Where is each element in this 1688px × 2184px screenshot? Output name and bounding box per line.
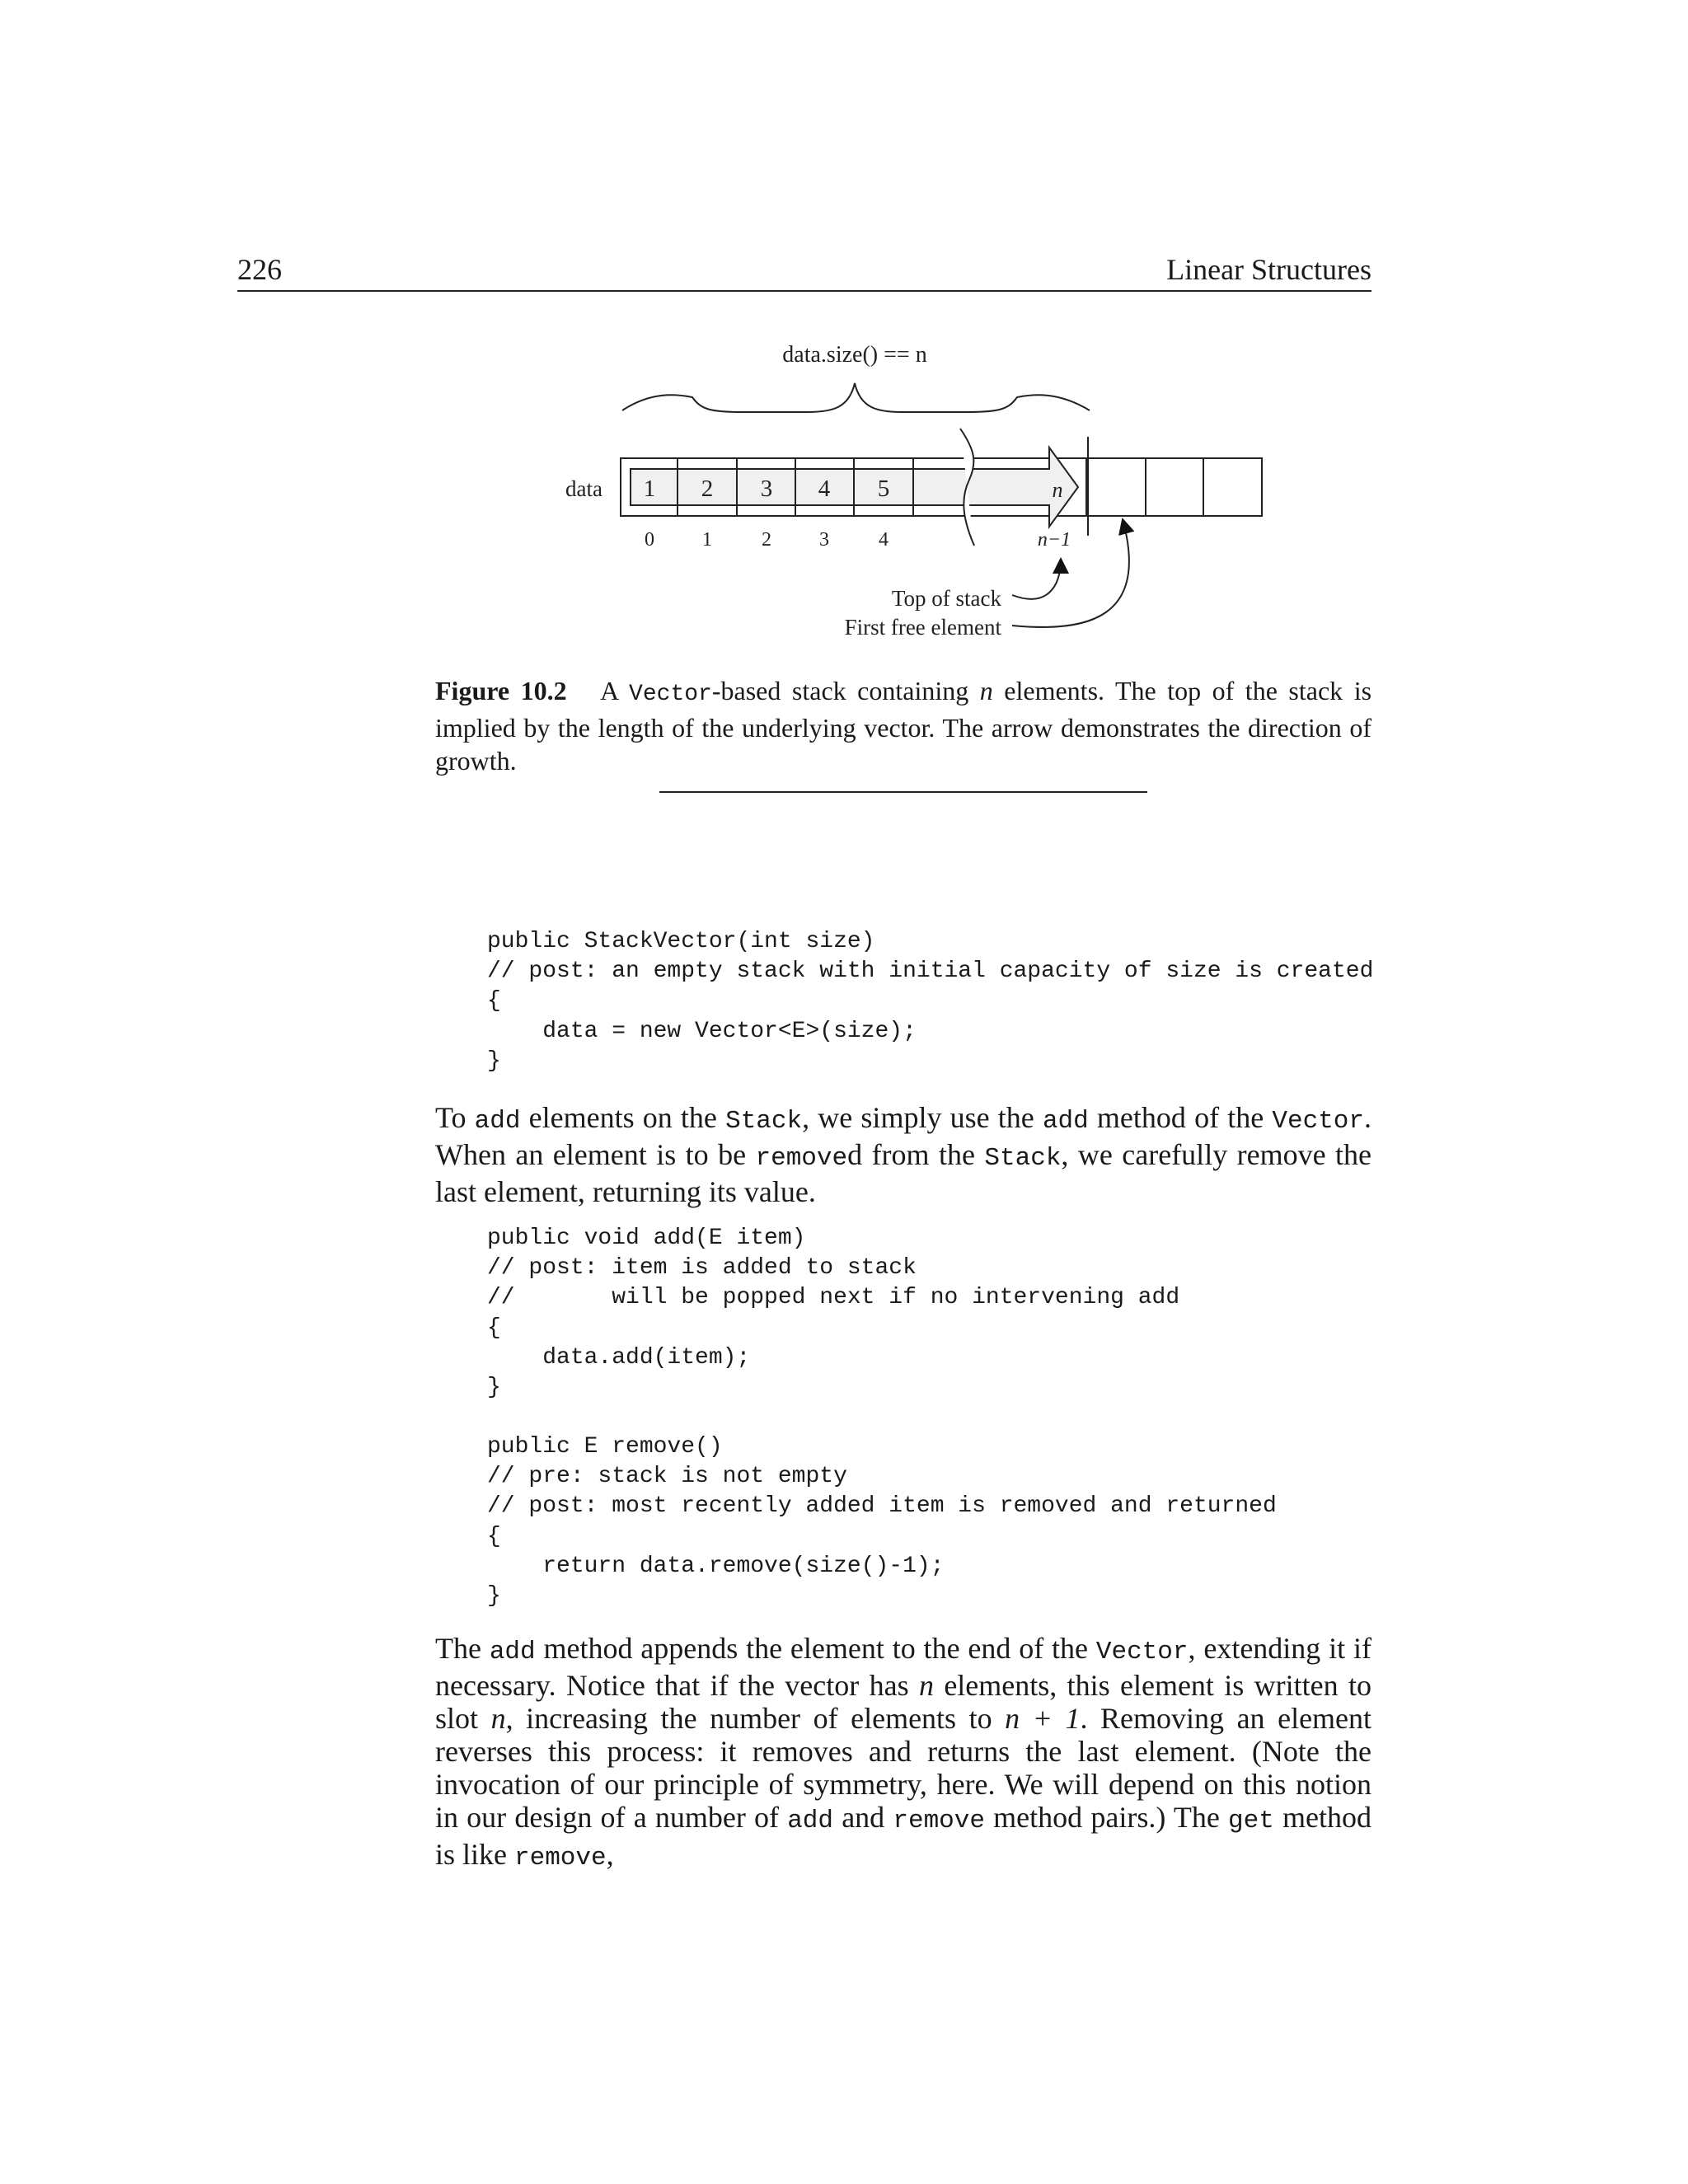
inline-math: n bbox=[918, 1669, 934, 1702]
inline-code: remove bbox=[893, 1807, 985, 1835]
figure-caption bbox=[435, 674, 1372, 777]
cell-index: 2 bbox=[762, 529, 771, 551]
top-of-stack-label: Top of stack bbox=[891, 586, 1001, 611]
inline-code: add bbox=[489, 1638, 536, 1666]
size-label: data.size() == n bbox=[782, 342, 927, 368]
inline-code: add bbox=[1042, 1107, 1089, 1136]
inline-code: remove bbox=[755, 1144, 848, 1173]
code-block-constructor: public StackVector(int size) // post: an empty stack with initial capacity of size is created { data = new Vector<E>(size); } bbox=[487, 929, 1374, 1074]
cell-value: 2 bbox=[701, 476, 714, 502]
cell-index: 4 bbox=[879, 529, 889, 551]
inline-code: add bbox=[787, 1807, 834, 1835]
caption-code: Vector bbox=[629, 682, 712, 707]
caption-text: A bbox=[600, 676, 630, 705]
code-block-add: public void add(E item) // post: item is added to stack // will be popped next if no intervening add { data.add(item); } bbox=[487, 1226, 1180, 1401]
cell-index: 1 bbox=[702, 529, 712, 551]
figure-label: Figure 10.2 bbox=[435, 676, 567, 705]
cell-index: 3 bbox=[819, 529, 829, 551]
inline-code: remove bbox=[514, 1844, 607, 1872]
inline-code: Vector bbox=[1272, 1107, 1365, 1136]
cell-value: 5 bbox=[877, 476, 890, 502]
inline-code: add bbox=[474, 1107, 521, 1136]
inline-math: n bbox=[490, 1702, 506, 1735]
body-paragraph: The add method appends the element to the end of the Vector, extending it if necessary. Notice that if the vector has n elements, this element is written to slot n, increasing the number of elements to n + 1. Removing an element reverses this process: it removes and returns the last element. (Note the invocation of our principle of symmetry, here. We will depend on this notion in our design of a number of add and remove method pairs.) The get method is like remove, bbox=[435, 1632, 1372, 1872]
inline-code: Stack bbox=[984, 1144, 1062, 1173]
code-block-remove: public E remove() // pre: stack is not empty // post: most recently added item is removed and returned { return data.remove(size()-1); } bbox=[487, 1434, 1277, 1610]
first-free-label: First free element bbox=[844, 615, 1001, 640]
figure-end-rule bbox=[659, 791, 1147, 793]
page-number: 226 bbox=[237, 253, 282, 286]
caption-math: n bbox=[979, 676, 993, 705]
cell-index-last: n−1 bbox=[1037, 529, 1071, 551]
inline-math: n + 1 bbox=[1005, 1702, 1081, 1735]
size-brace bbox=[622, 383, 1090, 412]
inline-code: get bbox=[1228, 1807, 1274, 1835]
vector-stack-figure bbox=[0, 0, 1688, 659]
inline-code: Stack bbox=[725, 1107, 803, 1136]
cell-value: 1 bbox=[643, 476, 656, 502]
inline-code: Vector bbox=[1095, 1638, 1189, 1666]
running-title: Linear Structures bbox=[1166, 253, 1372, 286]
array-label: data bbox=[565, 476, 603, 501]
top-of-stack-arrow bbox=[1012, 559, 1061, 599]
body-paragraph: To add elements on the Stack, we simply use the add method of the Vector. When an element is to be removed from the Stack, we carefully remove the last element, returning its value. bbox=[435, 1101, 1372, 1208]
caption-text: elements. The top of the stack is implied by the length of the underlying vector. The arrow demonstrates the direction of growth. bbox=[435, 676, 1372, 776]
cell-value: 3 bbox=[760, 476, 773, 502]
cell-value: 4 bbox=[818, 476, 831, 502]
cell-index: 0 bbox=[645, 529, 654, 551]
caption-text: -based stack containing bbox=[711, 676, 980, 705]
cell-value-last: n bbox=[1052, 478, 1063, 502]
